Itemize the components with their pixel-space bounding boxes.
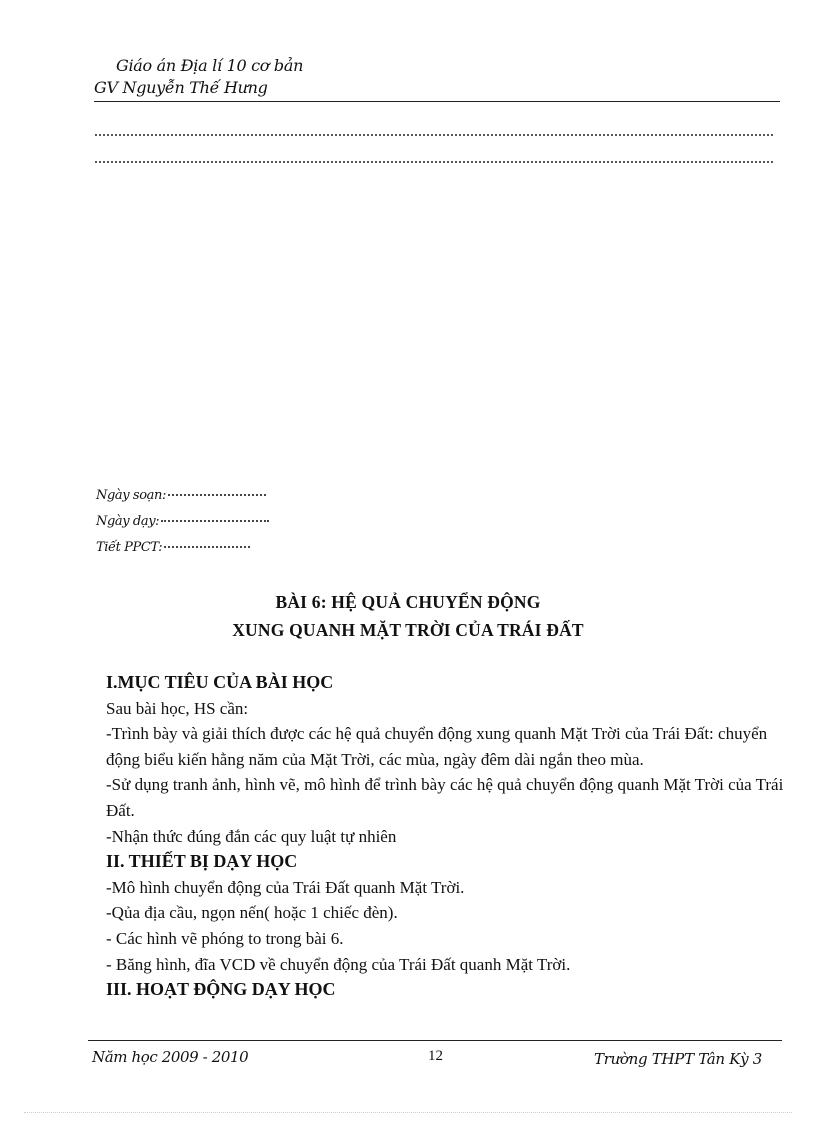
- objective-item: -Trình bày và giải thích được các hệ quả chuyển động xung quanh Mặt Trời của Trái Đất: chuyển động biểu kiến hằng năm của Mặt Trời, các mùa, ngày đêm dài ngắn theo mùa.: [106, 724, 768, 769]
- dotted-line: [95, 161, 773, 163]
- footer-school-year: Năm học 2009 - 2010: [92, 1048, 249, 1066]
- header-course: Giáo án Địa lí 10 cơ bản: [116, 56, 304, 75]
- meta-taught-label: Ngày dạy:: [96, 514, 160, 529]
- equipment-item: - Các hình vẽ phóng to trong bài 6.: [106, 928, 344, 948]
- page-bottom-edge: [24, 1112, 792, 1113]
- lesson-body: [106, 670, 796, 1003]
- footer-divider: [88, 1040, 782, 1041]
- meta-period: [96, 540, 250, 555]
- meta-prepared-blank: [168, 493, 266, 496]
- dotted-line: [95, 134, 773, 136]
- equipment-heading: II. THIẾT BỊ DẠY HỌC: [106, 851, 298, 872]
- meta-prepared: [96, 488, 266, 503]
- lesson-title-line-1: BÀI 6: HỆ QUẢ CHUYỂN ĐỘNG: [275, 592, 541, 612]
- meta-taught: [96, 514, 269, 529]
- meta-period-label: Tiết PPCT:: [96, 540, 163, 555]
- objective-item: -Sử dụng tranh ảnh, hình vẽ, mô hình để trình bày các hệ quả chuyển động quanh Mặt Trời của Trái Đất.: [106, 775, 784, 820]
- equipment-item: -Qủa địa cầu, ngọn nến( hoặc 1 chiếc đèn).: [106, 903, 398, 923]
- lesson-title-line-2: XUNG QUANH MẶT TRỜI CỦA TRÁI ĐẤT: [232, 620, 584, 640]
- activities-heading: III. HOẠT ĐỘNG DẠY HỌC: [106, 979, 336, 1000]
- objectives-heading: I.MỤC TIÊU CỦA BÀI HỌC: [106, 672, 334, 692]
- footer-page-number: 12: [428, 1048, 443, 1064]
- objective-item: Sau bài học, HS cần:: [106, 698, 249, 718]
- objective-item: -Nhận thức đúng đắn các quy luật tự nhiên: [106, 826, 397, 846]
- footer-school: Trường THPT Tân Kỳ 3: [594, 1050, 763, 1068]
- header-teacher: GV Nguyễn Thế Hưng: [94, 78, 268, 97]
- meta-prepared-label: Ngày soạn:: [96, 488, 166, 503]
- equipment-item: -Mô hình chuyển động của Trái Đất quanh Mặt Trời.: [106, 877, 465, 897]
- meta-period-blank: [164, 545, 250, 548]
- meta-taught-blank: [161, 519, 269, 522]
- equipment-item: - Băng hình, đĩa VCD về chuyển động của Trái Đất quanh Mặt Trời.: [106, 954, 571, 974]
- header-divider: [94, 101, 780, 102]
